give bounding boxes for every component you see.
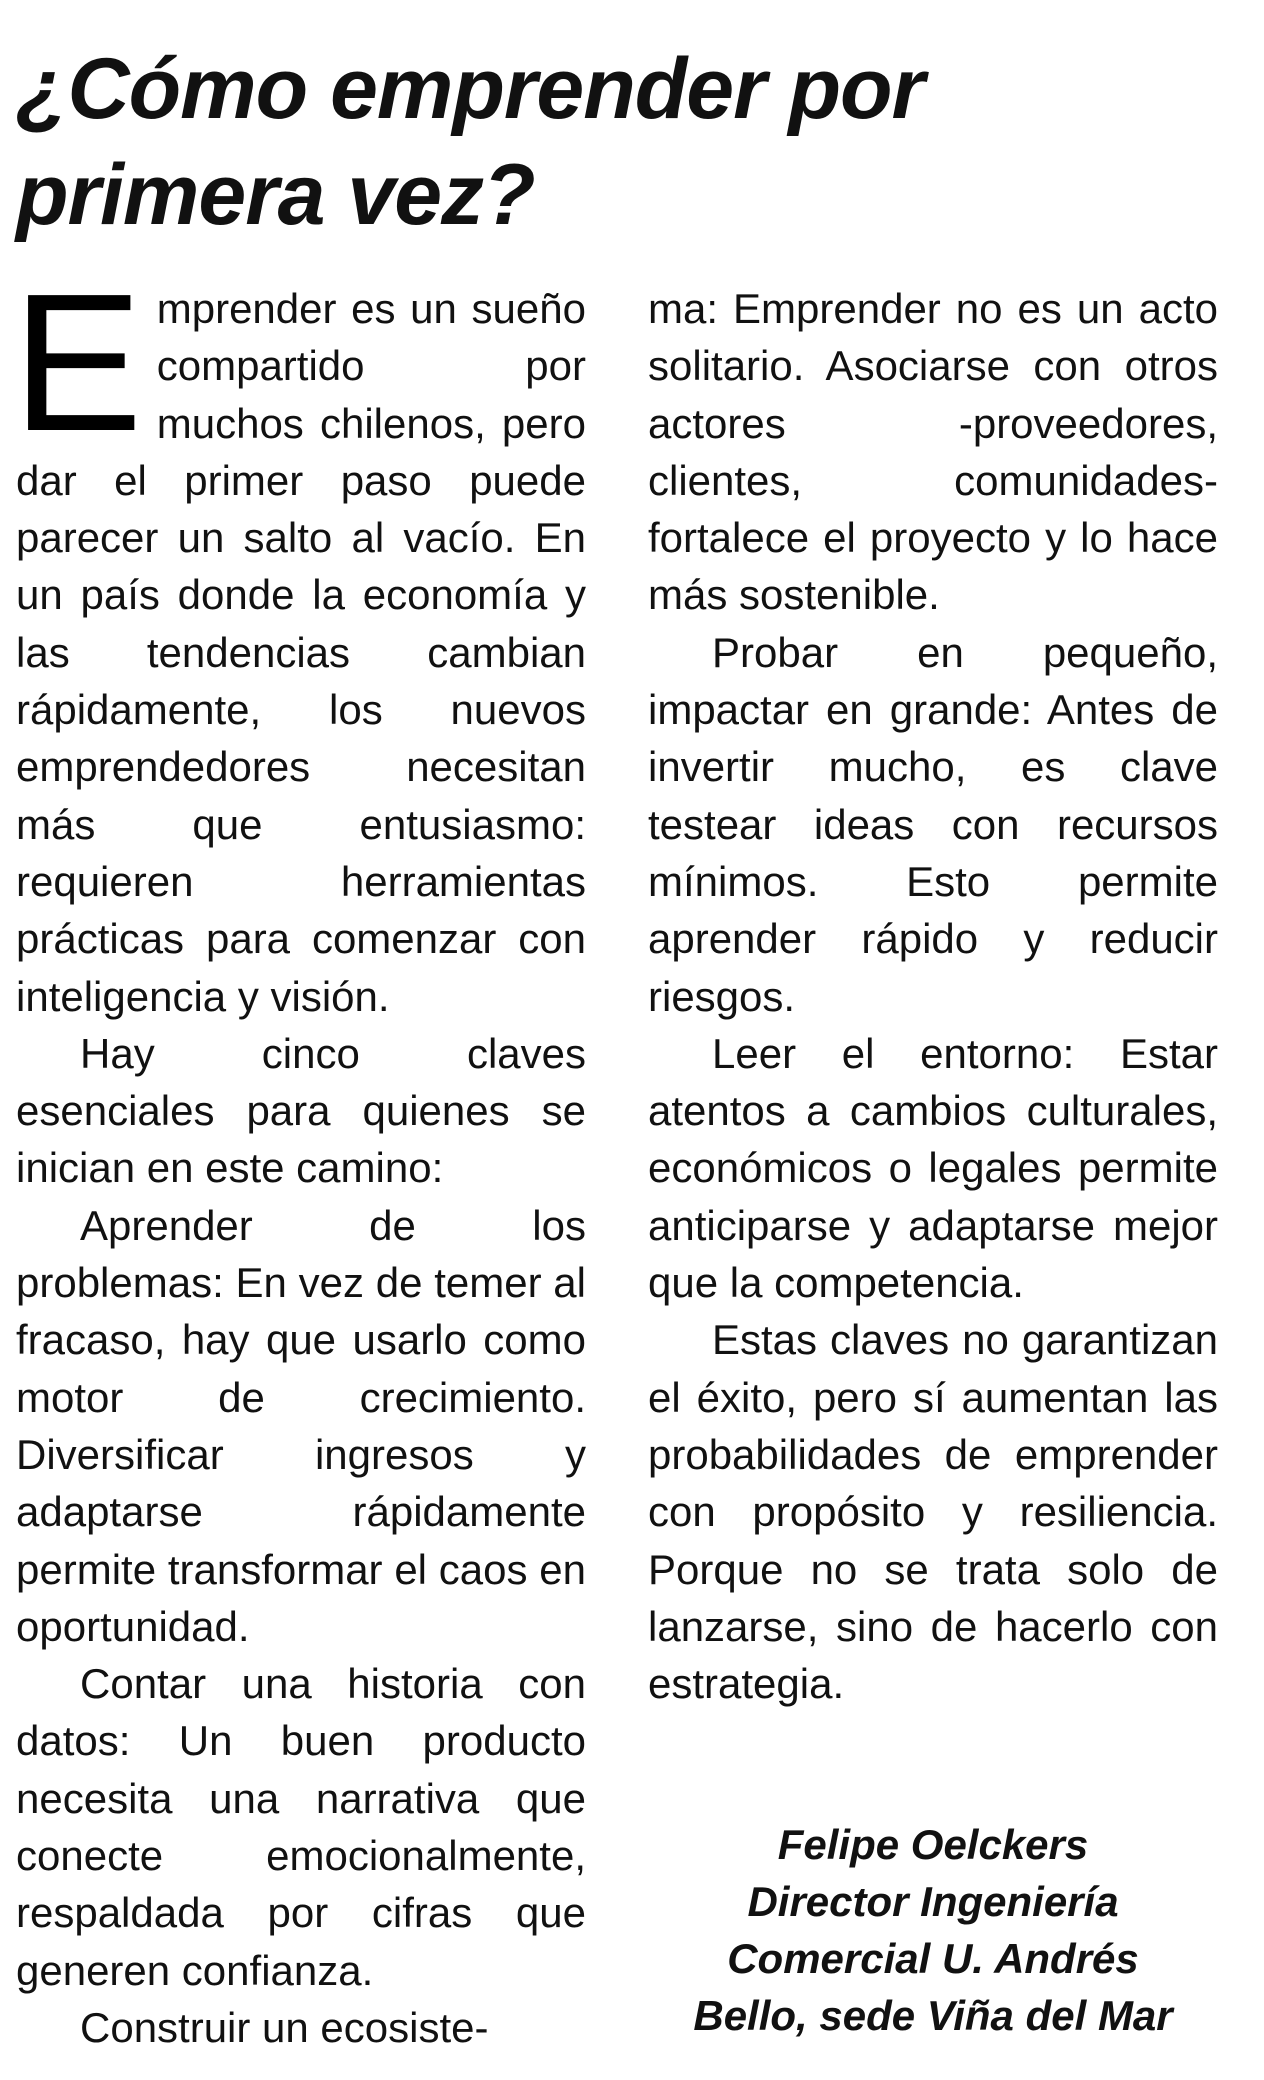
left-column	[12, 253, 586, 2056]
paragraph-conclusion: Estas claves no garantizan el éxito, pero sí aumentan las probabilidades de emprender con propósito y resiliencia. Porque no se trata solo de lanzarse, sino de hacerlo con estrategia.	[648, 1316, 1218, 1708]
paragraph-key-test-small: Probar en pequeño, impactar en grande: Antes de invertir mucho, es clave testear ideas con recursos mínimos. Esto permite aprender rápido y reducir riesgos.	[648, 628, 1218, 1020]
title-line-1: ¿Cómo emprender por	[16, 41, 924, 137]
paragraph-key-environment: Leer el entorno: Estar atentos a cambios culturales, económicos o legales permite anticiparse y adaptarse mejor que la competencia.	[648, 1029, 1218, 1307]
paragraph-key-story: Contar una historia con datos: Un buen producto necesita una narrativa que conecte emocionalmente, respaldada por cifras que generen confianza.	[16, 1660, 586, 1994]
paragraph-key-ecosystem-end: ma: Emprender no es un acto solitario. Asociarse con otros actores -proveedores, clientes, comunidades- fortalece el proyecto y lo hace más sostenible.	[648, 285, 1218, 619]
article-title	[16, 36, 1216, 248]
title-line-2: primera vez?	[16, 147, 535, 243]
author-name: Felipe Oelckers	[777, 1821, 1089, 1868]
author-role-line-3: Bello, sede Viña del Mar	[693, 1992, 1173, 2039]
intro-text: mprender es un sueño compartido por muchos chilenos, pero dar el primer paso puede parecer un salto al vacío. En un país donde la economía y las tendencias cambian rápidamente, los nuevos emprendedores necesitan más que entusiasmo: requieren herramientas prácticas para comenzar con inteligencia y visión.	[16, 285, 586, 1020]
paragraph-keys-intro: Hay cinco claves esenciales para quienes se inician en este camino:	[16, 1029, 586, 1192]
paragraph-key-ecosystem-start: Construir un ecosiste-	[80, 2003, 489, 2051]
author-signature	[648, 1816, 1218, 2044]
author-role-line-2: Comercial U. Andrés	[727, 1935, 1139, 1982]
right-column	[648, 280, 1218, 1712]
paragraph-intro	[12, 253, 586, 1025]
drop-cap: E	[12, 253, 143, 472]
author-role-line-1: Director Ingeniería	[747, 1878, 1119, 1925]
paragraph-key-problems: Aprender de los problemas: En vez de temer al fracaso, hay que usarlo como motor de crecimiento. Diversificar ingresos y adaptarse rápidamente permite transformar el caos en oportunidad.	[16, 1201, 586, 1650]
